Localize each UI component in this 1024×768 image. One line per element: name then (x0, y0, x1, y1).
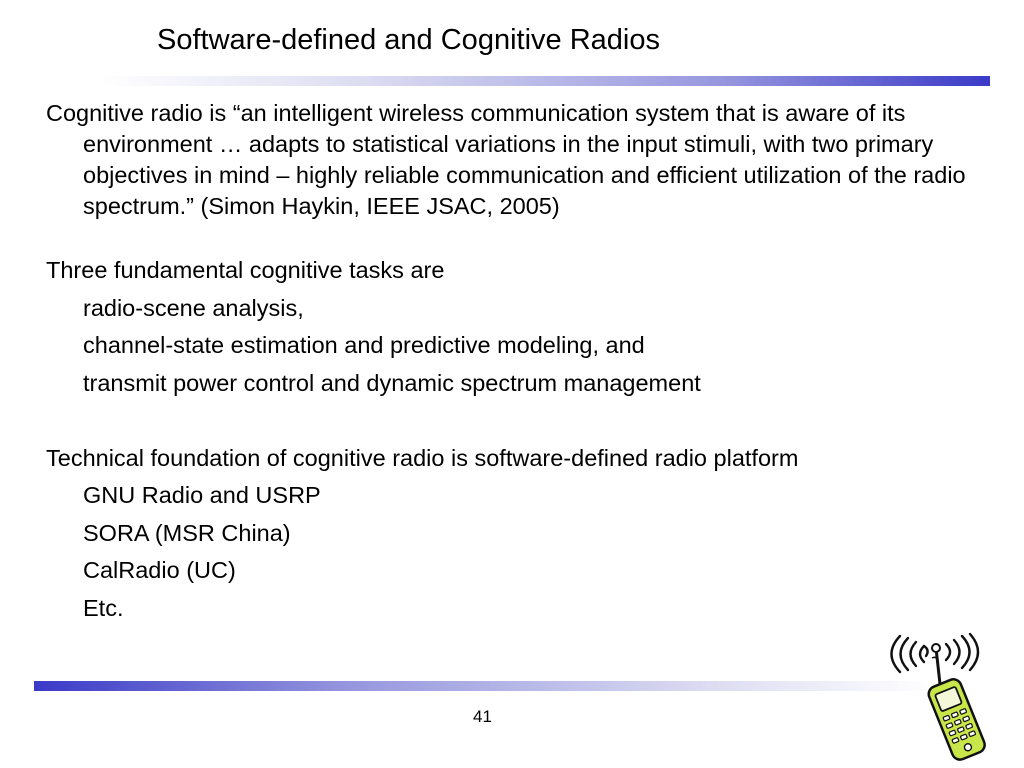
page-number: 41 (473, 707, 492, 726)
footer-bar (34, 681, 934, 691)
task-item: radio-scene analysis, (83, 294, 304, 321)
platform-item: Etc. (83, 594, 124, 621)
task-item: channel-state estimation and predictive modeling, and (83, 332, 645, 358)
platform-item: GNU Radio and USRP (83, 482, 321, 508)
title-underline-bar (100, 76, 990, 86)
platform-section (46, 440, 976, 628)
quote-paragraph: Cognitive radio is “an intelligent wireless communication system that is aware of its environment … adapts to statistical variations in the input stimuli, with two primary objectives in mind – highly reliable communication and efficient utilization of the radio spectrum.” (Simon Haykin, IEEE JSAC, 2005) (46, 100, 966, 219)
radio-waves-left (892, 636, 928, 672)
platform-item: CalRadio (UC) (83, 557, 236, 583)
cell-phone-with-radio-waves-icon (880, 628, 1015, 763)
spacer (46, 402, 976, 440)
radio-waves-right (946, 634, 978, 670)
slide-title: Software-defined and Cognitive Radios (157, 24, 660, 56)
phone-body (926, 677, 987, 762)
platform-item: SORA (MSR China) (83, 519, 291, 546)
slide-body (46, 98, 976, 627)
task-item: transmit power control and dynamic spectrum management (83, 369, 701, 396)
platform-heading: Technical foundation of cognitive radio is software-defined radio platform (46, 444, 799, 471)
tasks-heading: Three fundamental cognitive tasks are (46, 257, 445, 283)
spacer (46, 222, 976, 252)
tasks-section (46, 252, 976, 402)
antenna (932, 644, 940, 684)
